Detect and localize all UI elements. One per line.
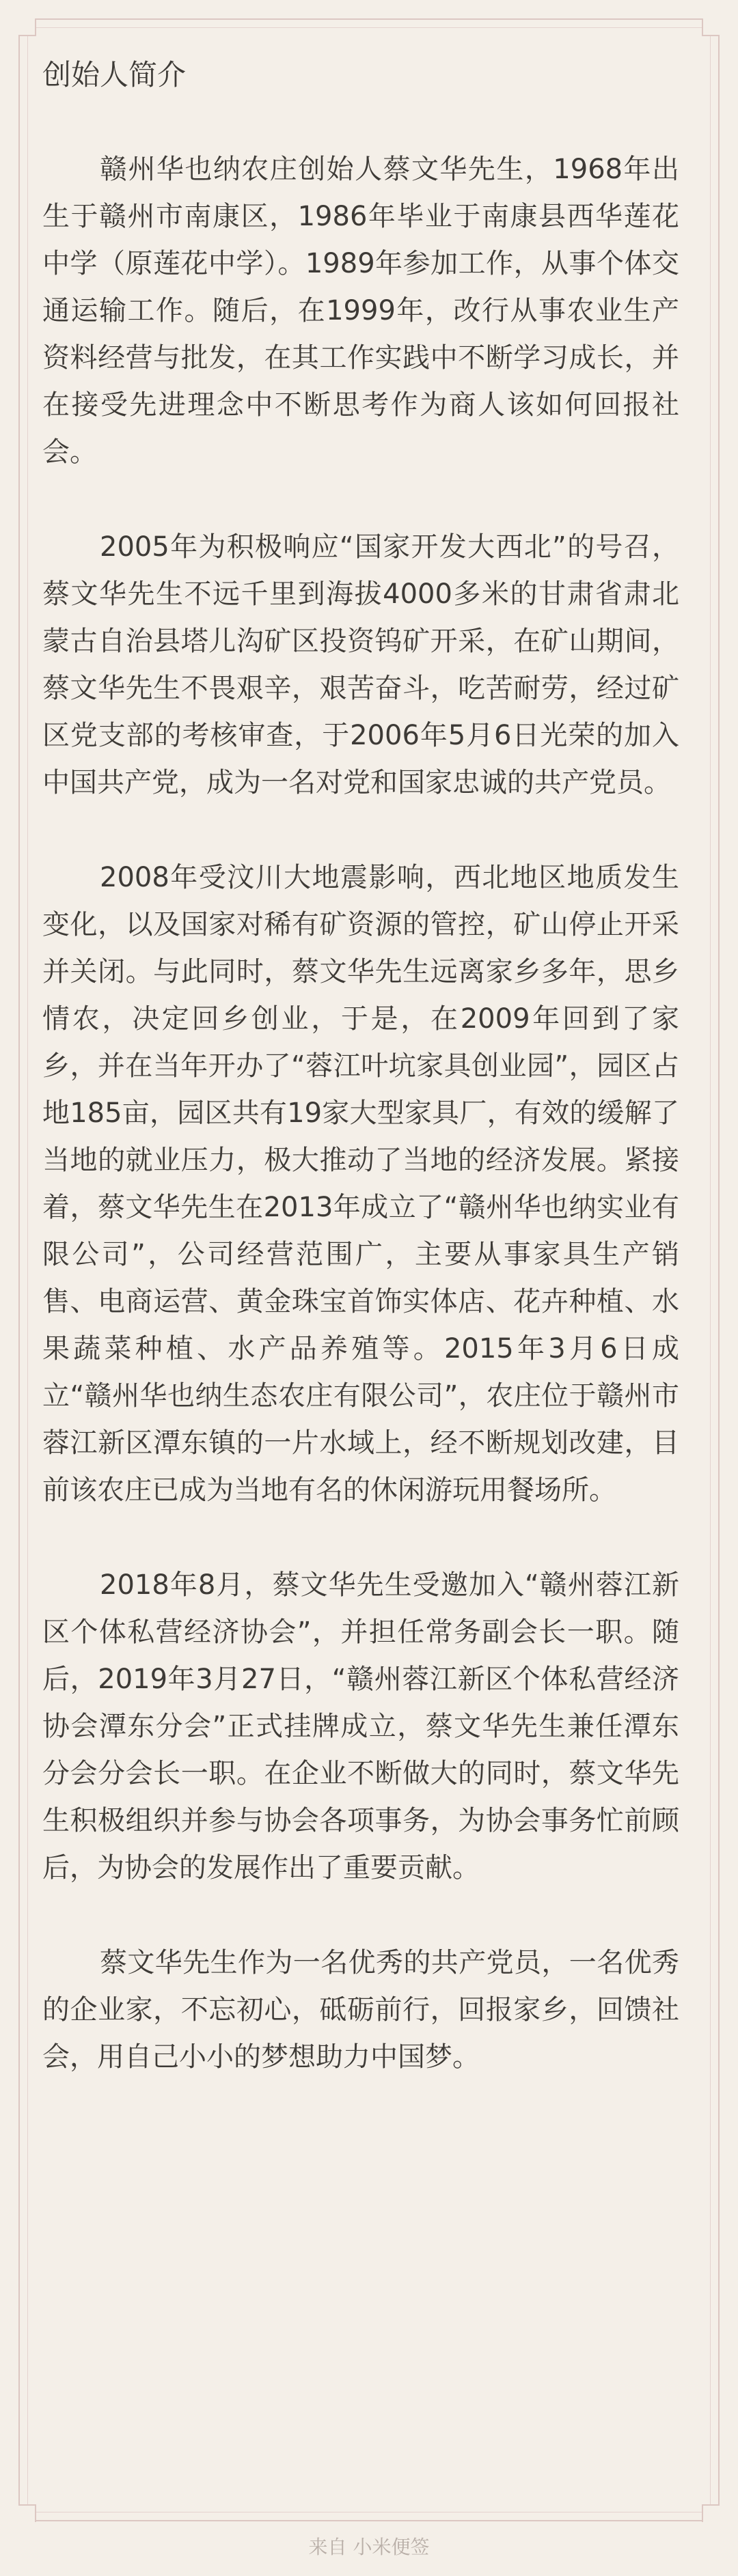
- note-paragraph-5: 蔡文华先生作为一名优秀的共产党员，一名优秀的企业家，不忘初心，砥砺前行，回报家乡，回馈社会，用自己小小的梦想助力中国梦。: [42, 1947, 679, 2073]
- note-paragraph-3: 2008年受汶川大地震影响，西北地区地质发生变化，以及国家对稀有矿资源的管控，矿山停止开采并关闭。与此同时，蔡文华先生远离家乡多年，思乡情农，决定回乡创业，于是，在2009年回到了家乡，并在当年开办了“蓉江叶坑家具创业园”，园区占地185亩，园区共有19家大型家具厂，有效的缓解了当地的就业压力，极大推动了当地的经济发展。紧接着，蔡文华先生在2013年成立了“赣州华也纳实业有限公司”，公司经营范围广，主要从事家具生产销售、电商运营、黄金珠宝首饰实体店、花卉种植、水果蔬菜种植、水产品养殖等。2015年3月6日成立“赣州华也纳生态农庄有限公司”，农庄位于赣州市蓉江新区潭东镇的一片水域上，经不断规划改建，目前该农庄已成为当地有名的休闲游玩用餐场所。: [42, 862, 679, 1506]
- note-paragraph-2: 2005年为积极响应“国家开发大西北”的号召，蔡文华先生不远千里到海拔4000多米的甘肃省肃北蒙古自治县塔儿沟矿区投资钨矿开采，在矿山期间，蔡文华先生不畏艰辛，艰苦奋斗，吃苦耐劳，经过矿区党支部的考核审查，于2006年5月6日光荣的加入中国共产党，成为一名对党和国家忠诚的共产党员。: [42, 531, 679, 798]
- note-paragraph-1: 赣州华也纳农庄创始人蔡文华先生，1968年出生于赣州市南康区，1986年毕业于南康县西华莲花中学（原莲花中学）。1989年参加工作，从事个体交通运输工作。随后，在1999年，改行从事农业生产资料经营与批发，在其工作实践中不断学习成长，并在接受先进理念中不断思考作为商人该如何回报社会。: [42, 154, 679, 468]
- frame-corner-bottom-left: [18, 2504, 36, 2522]
- note-paragraph-4: 2018年8月，蔡文华先生受邀加入“赣州蓉江新区个体私营经济协会”，并担任常务副会长一职。随后，2019年3月27日，“赣州蓉江新区个体私营经济协会潭东分会”正式挂牌成立，蔡文华先生兼任潭东分会分会长一职。在企业不断做大的同时，蔡文华先生积极组织并参与协会各项事务，为协会事务忙前顾后，为协会的发展作出了重要贡献。: [42, 1569, 679, 1884]
- frame-corner-top-right: [702, 18, 720, 36]
- note-title: 创始人简介: [42, 58, 187, 92]
- frame-corner-bottom-right: [702, 2504, 720, 2522]
- note-content[interactable]: [42, 56, 679, 2129]
- frame-corner-top-left: [18, 18, 36, 36]
- source-footer: 来自 小米便签: [308, 2536, 430, 2558]
